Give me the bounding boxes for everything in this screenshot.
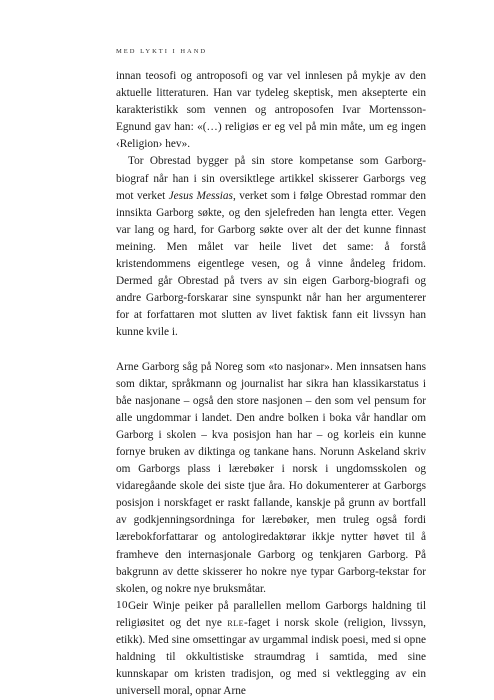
italic-title: Jesus Messias (168, 189, 233, 202)
page-number: 10 (116, 599, 128, 611)
small-caps-abbreviation: rle (227, 616, 244, 629)
paragraph (116, 153, 426, 341)
paragraph (116, 598, 426, 700)
body-text (116, 68, 426, 700)
text-run: Arne Garborg såg på Noreg som «to nasjonar». Men innsatsen hans som diktar, språkmann og journalist har sikra han klassikarstatus i båe nasjonane – også den store nasjonen – den som vel pensum for alle ungdommar i landet. Den andre bolken i boka vår handlar om Garborg i skolen – kva posisjon han har – og korleis ein kunne fornye bruken av diktinga og tankane hans. Norunn Askeland skriv om Garborgs plass i lærebøker i norsk i ungdomsskolen og vidaregåande skole dei siste tjue åra. Ho dokumenterer at Garborgs posisjon i norskfaget er raskt fallande, kanskje på grunn av bortfall av godkjenningsordninga for lærebøker, men truleg også fordi lærebokforfattarar og antologiredaktørar ikkje nytter høvet til å framheve den internasjonale Garborg og tenkjaren Garborg. På bakgrunn av dette skisserer ho nokre nye typar Garborg-tekstar for skolen, og nokre nye bruksmåtar. (116, 360, 426, 595)
text-run: Geir Winje peiker på parallellen mellom Garborgs haldning til religiøsitet og det nye (116, 599, 426, 629)
text-run: -faget i norsk skole (religion, livssyn, etikk). Med sine omsettingar av urgammal indisk poesi, med si opne haldning til okkultistiske straumdrag i samtida, med sine kunnskapar om kristen tradisjon, og med si vektlegging av ein universell moral, opnar Arne (116, 616, 426, 698)
text-run: innan teosofi og antroposofi og var vel innlesen på mykje av den aktuelle litteraturen. Han var tydeleg skeptisk, men aksepterte ein karakteristikk som vennen og antroposofen Ivar Mortensson-Egnund gav han: «(…) religiøs er eg vel på min måte, um eg ingen ‹Religion› hev». (116, 70, 426, 151)
section-break (116, 342, 426, 359)
paragraph (116, 359, 426, 598)
text-run: Tor Obrestad bygger på sin store kompetanse som Garborg-biograf når han i sin oversiktlege artikkel skisserer Garborgs veg mot verket (116, 155, 426, 202)
paragraph (116, 68, 426, 153)
running-head: MED LYKTI I HAND (116, 48, 208, 55)
text-run: , verket som i følge Obrestad rommar den innsikta Garborg søkte, og den sjelefreden han lengta etter. Vegen var lang og hard, for Garborg søkte over alt der det kunne finnast meining. Men målet var heile livet det same: å forstå kristendommens eigentlege vesen, og å vinne åndeleg fridom. Dermed går Obrestad på tvers av sin eigen Garborg-biografi og andre Garborg-forskarar sine synspunkt når han her argumenterer for at forfattaren mot slutten av livet faktisk fann eit livssyn han kunne kvile i. (116, 189, 426, 339)
page-body (116, 48, 426, 700)
